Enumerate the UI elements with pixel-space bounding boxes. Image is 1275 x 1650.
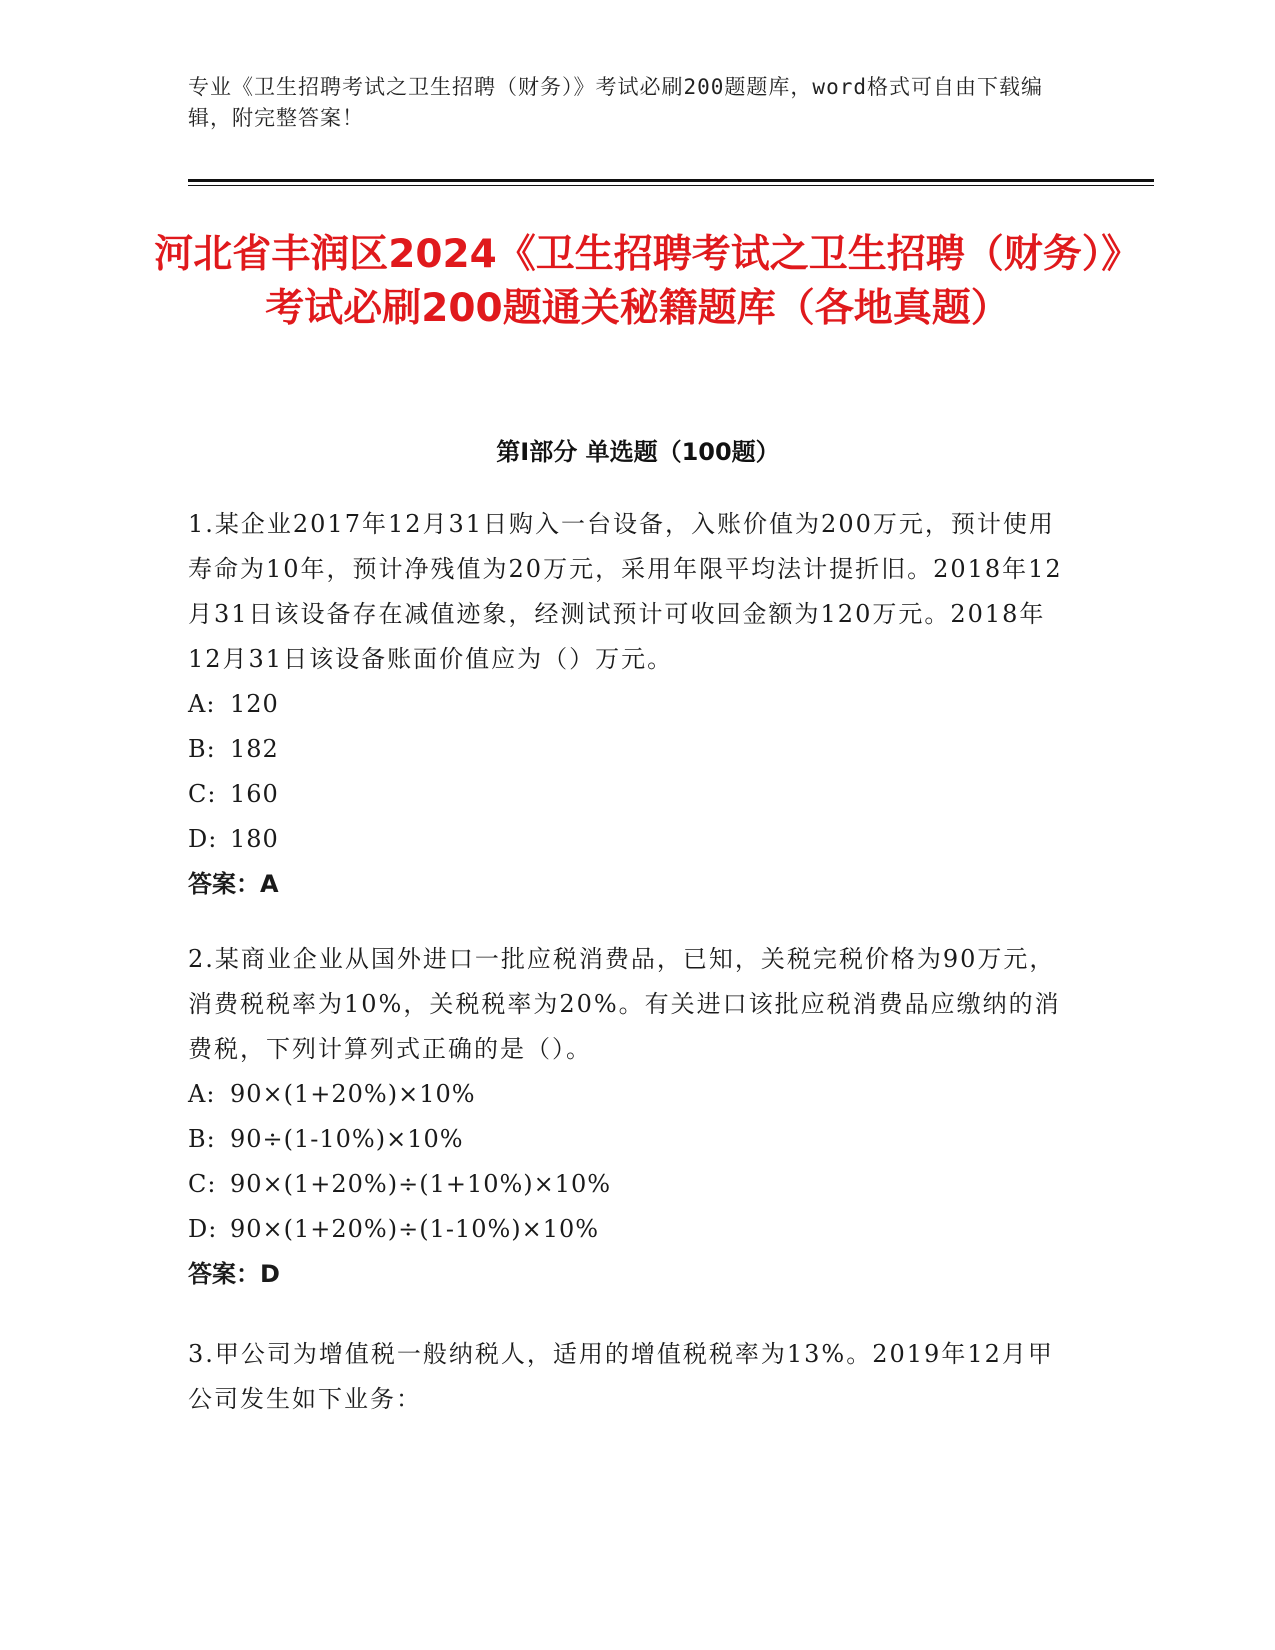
- option-a: [188, 1072, 1078, 1117]
- option-text: 90×(1+20%)÷(1-10%)×10%: [230, 1215, 600, 1243]
- option-key: B:: [188, 1125, 216, 1153]
- question-2: [188, 937, 1078, 1297]
- question-stem: 3.甲公司为增值税一般纳税人，适用的增值税税率为13%。2019年12月甲公司发生如下业务：: [188, 1340, 1054, 1413]
- option-key: A:: [188, 1080, 216, 1108]
- option-text: 120: [230, 690, 279, 718]
- question-3: [188, 1332, 1078, 1422]
- question-1: [188, 502, 1078, 907]
- option-text: 182: [230, 735, 279, 763]
- question-stem: 2.某商业企业从国外进口一批应税消费品，已知，关税完税价格为90万元，消费税税率为10%，关税税率为20%。有关进口该批应税消费品应缴纳的消费税，下列计算列式正确的是（）。: [188, 945, 1061, 1063]
- header-rule-thin: [188, 185, 1154, 186]
- option-key: A:: [188, 690, 216, 718]
- option-key: C:: [188, 1170, 217, 1198]
- document-title: 河北省丰润区2024《卫生招聘考试之卫生招聘（财务）》考试必刷200题通关秘籍题库（各地真题）: [154, 232, 1121, 331]
- option-text: 90÷(1-10%)×10%: [230, 1125, 464, 1153]
- option-key: C:: [188, 780, 217, 808]
- option-c: [188, 1162, 1078, 1207]
- option-c: [188, 772, 1078, 817]
- option-b: [188, 727, 1078, 772]
- page-header-note: 专业《卫生招聘考试之卫生招聘（财务）》考试必刷200题题库，word格式可自由下载编辑，附完整答案！: [188, 75, 1043, 130]
- option-d: [188, 1207, 1078, 1252]
- question-stem: 1.某企业2017年12月31日购入一台设备，入账价值为200万元，预计使用寿命为10年，预计净残值为20万元，采用年限平均法计提折旧。2018年12月31日该设备存在减值迹象，经测试预计可收回金额为120万元。2018年12月31日该设备账面价值应为（）万元。: [188, 510, 1063, 673]
- option-key: B:: [188, 735, 216, 763]
- option-text: 160: [230, 780, 279, 808]
- option-d: [188, 817, 1078, 862]
- option-a: [188, 682, 1078, 727]
- answer: 答案：D: [188, 1260, 280, 1288]
- option-text: 90×(1+20%)×10%: [230, 1080, 476, 1108]
- option-text: 180: [230, 825, 279, 853]
- section-heading: 第Ⅰ部分 单选题（100题）: [496, 438, 780, 466]
- option-b: [188, 1117, 1078, 1162]
- option-key: D:: [188, 1215, 218, 1243]
- option-key: D:: [188, 825, 218, 853]
- answer: 答案：A: [188, 870, 279, 898]
- header-rule-thick: [188, 179, 1154, 182]
- option-text: 90×(1+20%)÷(1+10%)×10%: [230, 1170, 612, 1198]
